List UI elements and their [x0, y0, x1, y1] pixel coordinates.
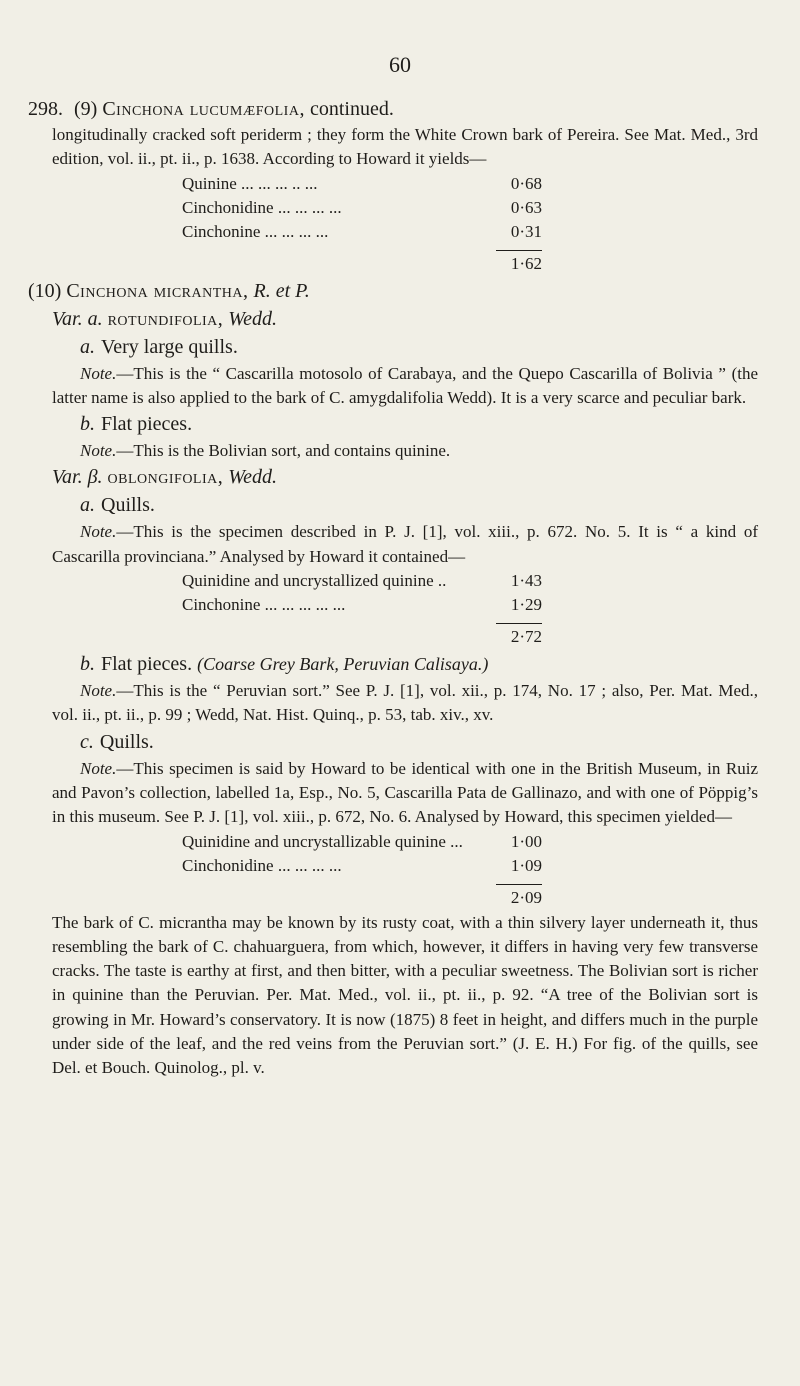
intro-paragraph: longitudinally cracked soft periderm ; they form the White Crown bark of Pereira. See Mat. Med., 3rd edition, vol. ii., pt. ii., p. 1638. According to Howard it yields—	[52, 125, 758, 169]
variety-heading-a: Var. a. rotundifolia, Wedd.	[52, 307, 277, 330]
yield-total: 1·62	[510, 253, 542, 273]
yield-row: Quinine ... ... ... .. ... 0·68	[182, 173, 542, 193]
yield-row: Quinidine and uncrystallizable quinine ... 1·00	[182, 831, 542, 851]
subheading: c. Quills.	[80, 730, 154, 753]
yield-row: Cinchonidine ... ... ... ... 1·09	[182, 855, 542, 875]
subheading: a. Very large quills.	[80, 335, 238, 358]
yield-table-1	[182, 172, 542, 277]
note: Note.—This is the Bolivian sort, and contains quinine.	[80, 441, 451, 461]
species-name: Cinchona micrantha,	[66, 279, 249, 302]
entry-number: 298.	[28, 98, 63, 120]
note: Note.—This is the “ Peruvian sort.” See P. J. [1], vol. xii., p. 174, No. 17 ; also, Per. Mat. Med., vol. ii., pt. ii., p. 99 ; Wedd, Nat. Hist. Quinq., p. 53, tab. xiv., xv.	[52, 681, 758, 725]
yield-row: Cinchonine ... ... ... ... ... 1·29	[182, 595, 542, 615]
species-name: Cinchona lucumæfolia,	[102, 98, 305, 120]
note: Note.—This is the specimen described in P. J. [1], vol. xiii., p. 672. No. 5. It is “ a kind of Cascarilla provinciana.” Analysed by Howard it contained—	[52, 522, 758, 566]
subheading: b. Flat pieces. (Coarse Grey Bark, Peruvian Calisaya.)	[80, 653, 489, 676]
yield-row: Quinidine and uncrystallized quinine .. 1·43	[182, 571, 542, 591]
yield-row: Cinchonine ... ... ... ... 0·31	[182, 221, 542, 241]
yield-row: Cinchonidine ... ... ... ... 0·63	[182, 197, 542, 217]
entry-heading	[28, 95, 772, 123]
yield-table-3	[182, 830, 542, 911]
note: Note.—This is the “ Cascarilla motosolo of Carabaya, and the Quepo Cascarilla of Bolivia ” (the latter name is also applied to the bark of C. amygdalifolia Wedd). It is a very scarce and peculiar bark.	[52, 363, 758, 407]
closing-paragraph: The bark of C. micrantha may be known by its rusty coat, with a thin silvery layer underneath it, thus resembling the bark of C. chahuarguera, from which, however, it differs in having very few transverse cracks. The taste is earthy at first, and then bitter, with a peculiar sweetness. The Bolivian sort is richer in quinine than the Peruvian. Per. Mat. Med., vol. ii., pt. ii., p. 92. “A tree of the Bolivian sort is growing in Mr. Howard’s conservatory. It is now (1875) 8 feet in height, and differs much in the purple under side of the leaf, and the red veins from the Peruvian sort.” (J. E. H.) For fig. of the quills, see Del. et Bouch. Quinolog., pl. v.	[52, 912, 758, 1078]
yield-table-2	[182, 569, 542, 650]
page-number: 60	[389, 52, 411, 77]
page-content	[0, 95, 800, 1081]
entry-label: (9)	[74, 98, 98, 120]
subheading: a. Quills.	[80, 494, 155, 517]
subheading: b. Flat pieces.	[80, 413, 193, 436]
species-authority: R. et P.	[253, 279, 310, 302]
species-label: (10)	[28, 279, 62, 302]
yield-total: 2·09	[510, 887, 542, 907]
continued-label: continued.	[309, 98, 394, 120]
species-heading-10	[28, 277, 772, 305]
variety-heading-b: Var. β. oblongifolia, Wedd.	[52, 466, 277, 489]
yield-total: 2·72	[510, 627, 542, 647]
note: Note.—This specimen is said by Howard to be identical with one in the British Museum, in Ruiz and Pavon’s collection, labelled 1a, Esp., No. 5, Cascarilla Pata de Gallinazo, and with one of Pöppig’s in this museum. See P. J. [1], vol. xiii., p. 672, No. 6. Analysed by Howard, this specimen yielded—	[52, 758, 758, 827]
